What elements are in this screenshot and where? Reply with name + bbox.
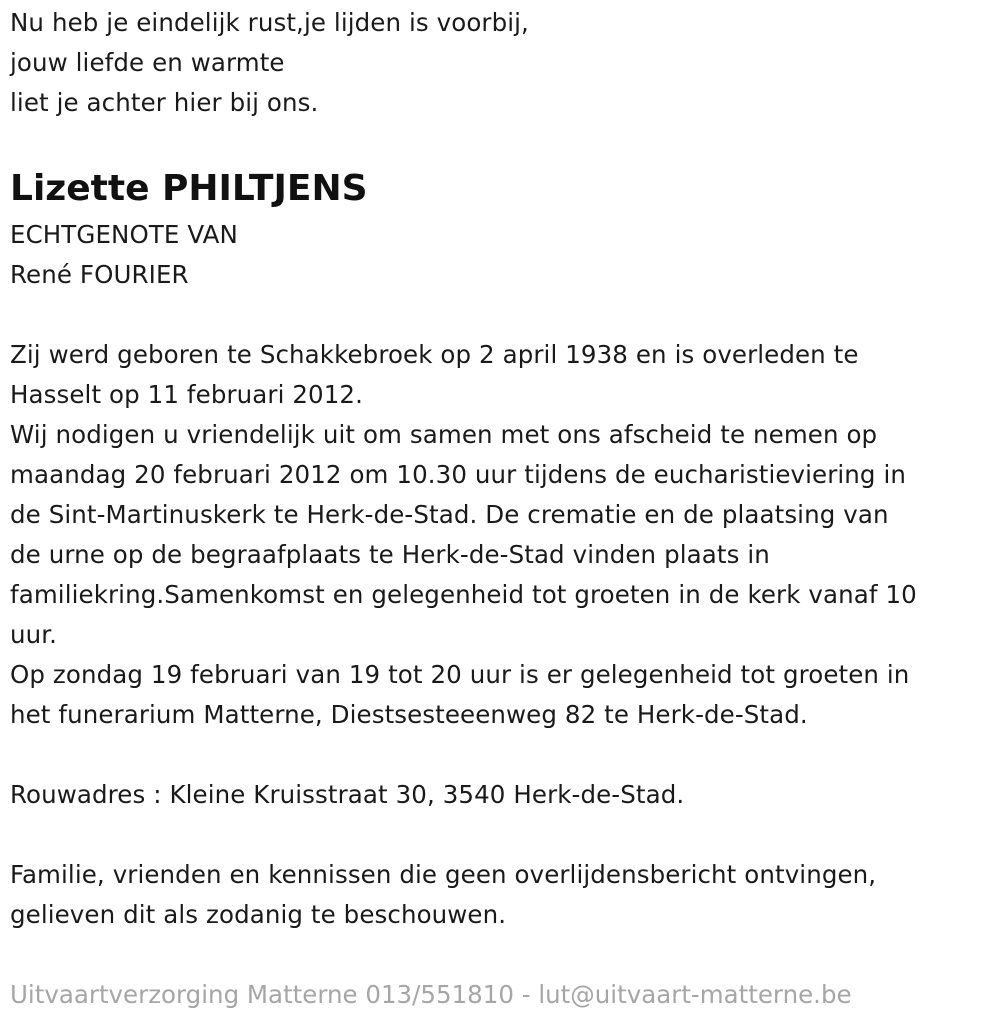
poem <box>10 3 995 123</box>
spacer <box>10 815 995 855</box>
poem-line: Nu heb je eindelijk rust,je lijden is voorbij, <box>10 8 529 37</box>
spacer <box>10 935 995 975</box>
notice <box>10 855 995 935</box>
spouse-name: René FOURIER <box>10 260 189 289</box>
deceased-header <box>10 165 995 295</box>
spacer <box>10 735 995 775</box>
poem-line: liet je achter hier bij ons. <box>10 88 319 117</box>
body-line: de urne op de begraafplaats te Herk-de-Stad vinden plaats in <box>10 540 770 569</box>
body-line: Hasselt op 11 februari 2012. <box>10 380 364 409</box>
body-line: Op zondag 19 februari van 19 tot 20 uur is er gelegenheid tot groeten in <box>10 660 910 689</box>
body-line: het funerarium Matterne, Diestsesteeenweg 82 te Herk-de-Stad. <box>10 700 808 729</box>
body-line: uur. <box>10 620 58 649</box>
body-line: Wij nodigen u vriendelijk uit om samen met ons afscheid te nemen op <box>10 420 878 449</box>
funeral-home-footer: Uitvaartverzorging Matterne 013/551810 - lut@uitvaart-matterne.be <box>10 980 852 1009</box>
notice-line: Familie, vrienden en kennissen die geen overlijdensbericht ontvingen, <box>10 860 877 889</box>
body-line: maandag 20 februari 2012 om 10.30 uur tijdens de eucharistieviering in <box>10 460 906 489</box>
obituary-notice <box>10 3 995 1015</box>
poem-line: jouw liefde en warmte <box>10 48 285 77</box>
obituary-body <box>10 335 995 735</box>
spacer <box>10 295 995 335</box>
relation-label: ECHTGENOTE VAN <box>10 220 238 249</box>
body-line: familiekring.Samenkomst en gelegenheid tot groeten in de kerk vanaf 10 <box>10 580 917 609</box>
body-line: de Sint-Martinuskerk te Herk-de-Stad. De crematie en de plaatsing van <box>10 500 889 529</box>
deceased-name: Lizette PHILTJENS <box>10 168 368 209</box>
notice-line: gelieven dit als zodanig te beschouwen. <box>10 900 507 929</box>
mourning-address: Rouwadres : Kleine Kruisstraat 30, 3540 Herk-de-Stad. <box>10 780 685 809</box>
body-line: Zij werd geboren te Schakkebroek op 2 april 1938 en is overleden te <box>10 340 859 369</box>
